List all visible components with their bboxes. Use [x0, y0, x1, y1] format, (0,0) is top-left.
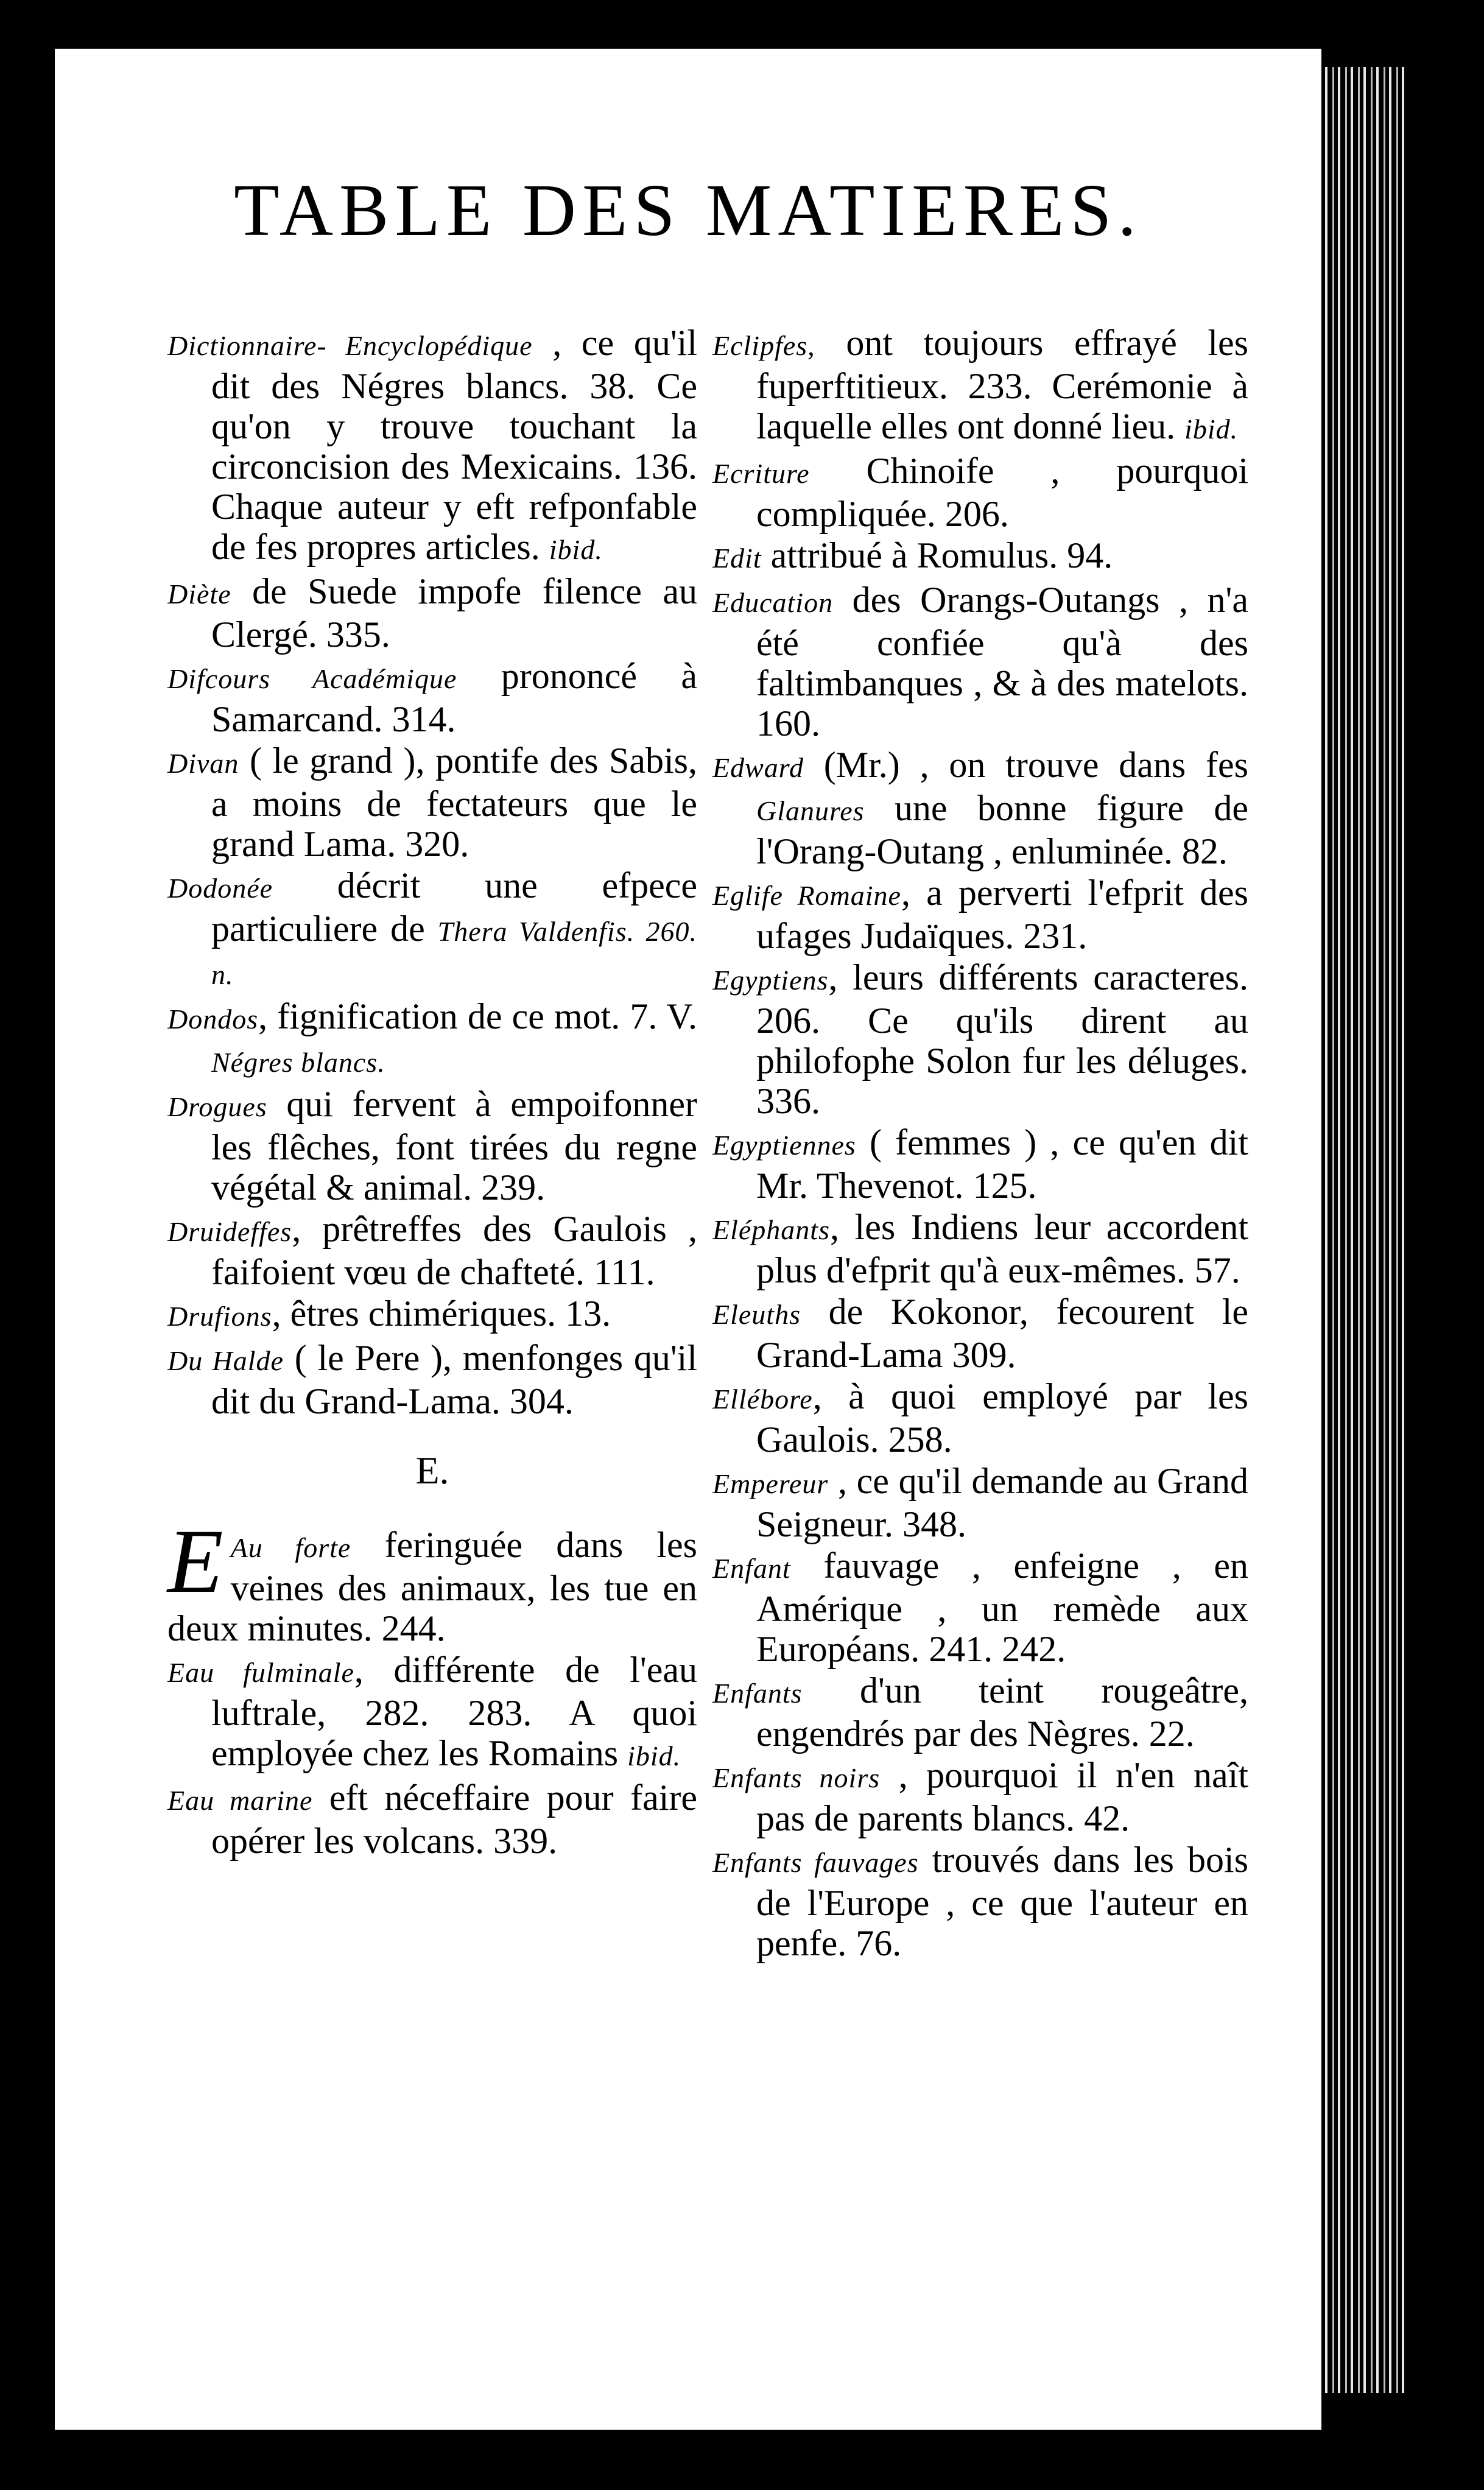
index-entry-du-halde	[167, 1338, 697, 1421]
index-entry-enfants-noirs	[712, 1755, 1248, 1838]
index-entry-eau-marine	[167, 1778, 697, 1861]
entry-text: décrit une efpece particuliere de	[211, 865, 697, 949]
entry-text-continued: une bonne figure de l'Orang-Outang , enluminée. 82.	[756, 788, 1249, 871]
index-entry-dodonee	[167, 865, 697, 995]
entry-head: Edward	[712, 752, 804, 783]
entry-head: Enfants noirs	[712, 1762, 881, 1793]
left-column	[167, 323, 697, 1862]
entry-head: Diète	[167, 579, 231, 610]
entry-head: Au forte	[230, 1532, 351, 1563]
entry-head: Drufions	[167, 1301, 272, 1332]
entry-text: ont toujours effrayé les fuperftitieux. 233. Cerémonie à laquelle elles ont donné lieu.	[756, 323, 1248, 446]
entry-head: Eléphants	[712, 1214, 830, 1245]
entry-head: Eclipfes,	[712, 330, 815, 361]
index-entry-drogues	[167, 1084, 697, 1208]
index-entry-diete	[167, 571, 697, 655]
page-title: TABLE DES MATIERES.	[234, 169, 1142, 251]
index-entry-eau-fulminale	[167, 1650, 697, 1776]
index-entry-empereur	[712, 1461, 1248, 1544]
index-entry-discours	[167, 656, 697, 739]
entry-head: Drogues	[167, 1091, 267, 1122]
entry-text: , prêtreffes des Gaulois , faifoient vœu de chafteté. 111.	[211, 1209, 697, 1292]
index-entry-eclipses	[712, 323, 1248, 449]
entry-head: Divan	[167, 748, 239, 779]
entry-text: , fignification de ce mot. 7. V.	[258, 996, 697, 1036]
entry-head: Enfant	[712, 1553, 791, 1584]
entry-text: fauvage , enfeigne , en Amérique , un remède aux Européans. 241. 242.	[756, 1546, 1248, 1669]
entry-tail: Thera Valdenfis. 260. n.	[211, 916, 698, 990]
entry-head: Difcours Académique	[167, 663, 457, 694]
index-entry-dondos	[167, 996, 697, 1083]
entry-head: Egyptiens	[712, 965, 829, 996]
index-entry-druidesses	[167, 1209, 697, 1292]
entry-text: qui fervent à empoifonner les flêches, font tirées du regne végétal & animal. 239.	[211, 1084, 697, 1208]
entry-text: de Suede impofe filence au Clergé. 335.	[211, 571, 697, 655]
index-entry-enfants	[712, 1670, 1248, 1754]
index-entry-enfants-sauvages	[712, 1840, 1248, 1963]
entry-text: Chinoife , pourquoi compliquée. 206.	[756, 451, 1248, 534]
section-letter: E.	[415, 1449, 449, 1492]
entry-head: Eleuths	[712, 1299, 801, 1330]
entry-text: , êtres chimériques. 13.	[272, 1293, 611, 1334]
index-entry-ellebore	[712, 1376, 1248, 1460]
entry-head: Enfants	[712, 1678, 803, 1709]
entry-text: , à quoi employé par les Gaulois. 258.	[756, 1376, 1248, 1460]
drop-cap: E	[167, 1511, 223, 1612]
entry-text: , différente de l'eau luftrale, 282. 283. A quoi employée chez les Romains	[211, 1650, 697, 1773]
entry-tail: Négres blancs.	[211, 1047, 385, 1078]
entry-tail: ibid.	[627, 1740, 681, 1771]
index-entry-eleuths	[712, 1292, 1248, 1375]
entry-head: Ellébore	[712, 1384, 813, 1415]
entry-text: trouvés dans les bois de l'Europe , ce que l'auteur en penfe. 76.	[756, 1840, 1249, 1963]
entry-head: Edit	[712, 543, 762, 574]
index-entry-divan	[167, 740, 697, 864]
entry-head: Egyptiennes	[712, 1130, 856, 1161]
entry-head: Empereur	[712, 1468, 829, 1499]
entry-head: Dictionnaire- Encyclopédique	[167, 330, 533, 361]
entry-head: Dodonée	[167, 873, 273, 904]
entry-text: , a perverti l'efprit des ufages Judaïques. 231.	[756, 873, 1248, 956]
index-entry-dictionnaire	[167, 323, 697, 570]
index-entry-egyptiens	[712, 957, 1248, 1121]
entry-tail: ibid.	[549, 534, 603, 565]
index-entry-enfant	[712, 1546, 1248, 1669]
book-page	[55, 49, 1321, 2430]
entry-head: Dondos	[167, 1004, 259, 1035]
entry-text: ( le Pere ), menfonges qu'il dit du Grand-Lama. 304.	[211, 1338, 697, 1421]
index-entry-ecriture	[712, 451, 1248, 534]
entry-text: d'un teint rougeâtre, engendrés par des Nègres. 22.	[756, 1670, 1248, 1754]
entry-text: , pourquoi il n'en naît pas de parents blancs. 42.	[756, 1755, 1248, 1838]
index-entry-drusions	[167, 1293, 697, 1337]
entry-text: eft néceffaire pour faire opérer les volcans. 339.	[211, 1778, 697, 1861]
entry-head: Education	[712, 587, 834, 618]
entry-head: Druideffes	[167, 1216, 292, 1247]
entry-head: Du Halde	[167, 1345, 284, 1376]
index-entry-edward	[712, 745, 1248, 871]
index-entry-eau-forte	[167, 1511, 698, 1648]
entry-head: Eau fulminale	[167, 1657, 354, 1688]
index-entry-edit	[712, 535, 1248, 579]
entry-text: ( le grand ), pontife des Sabis, a moins de fectateurs que le grand Lama. 320.	[211, 740, 697, 864]
index-entry-egyptiennes	[712, 1122, 1248, 1206]
entry-head: Eau marine	[167, 1785, 313, 1816]
index-entry-elephants	[712, 1207, 1248, 1290]
entry-text: , les Indiens leur accordent plus d'efprit qu'à eux-mêmes. 57.	[756, 1207, 1248, 1290]
entry-text: feringuée dans les veines des animaux, les tue en deux minutes. 244.	[167, 1525, 698, 1648]
entry-text: , ce qu'il demande au Grand Seigneur. 348.	[756, 1461, 1248, 1544]
entry-head: Eglife Romaine	[712, 880, 901, 911]
entry-text: , ce qu'il dit des Négres blancs. 38. Ce qu'on y trouve touchant la circoncision des Mexicains. 136. Chaque auteur y eft refponfable de fes propres articles.	[211, 323, 697, 567]
index-entry-education	[712, 580, 1248, 744]
entry-text: prononcé à Samarcand. 314.	[211, 656, 697, 739]
right-column	[712, 323, 1248, 1964]
book-page-edges	[1321, 67, 1407, 2393]
index-entry-eglise	[712, 873, 1248, 956]
entry-text: des Orangs-Outangs , n'a été confiée qu'à des faltimbanques , & à des matelots. 160.	[756, 580, 1248, 744]
entry-text: (Mr.) , on trouve dans fes	[803, 745, 1248, 785]
entry-tail: Glanures	[756, 795, 865, 826]
entry-head: Ecriture	[712, 458, 810, 489]
entry-head: Enfants fauvages	[712, 1847, 919, 1878]
entry-text: ( femmes ) , ce qu'en dit Mr. Thevenot. 125.	[756, 1122, 1248, 1206]
entry-tail: ibid.	[1184, 413, 1239, 445]
entry-text: attribué à Romulus. 94.	[761, 535, 1113, 575]
entry-text: , leurs différents caracteres. 206. Ce qu'ils dirent au philofophe Solon fur les déluges. 336.	[756, 957, 1248, 1121]
entry-text: de Kokonor, fecourent le Grand-Lama 309.	[756, 1292, 1248, 1375]
